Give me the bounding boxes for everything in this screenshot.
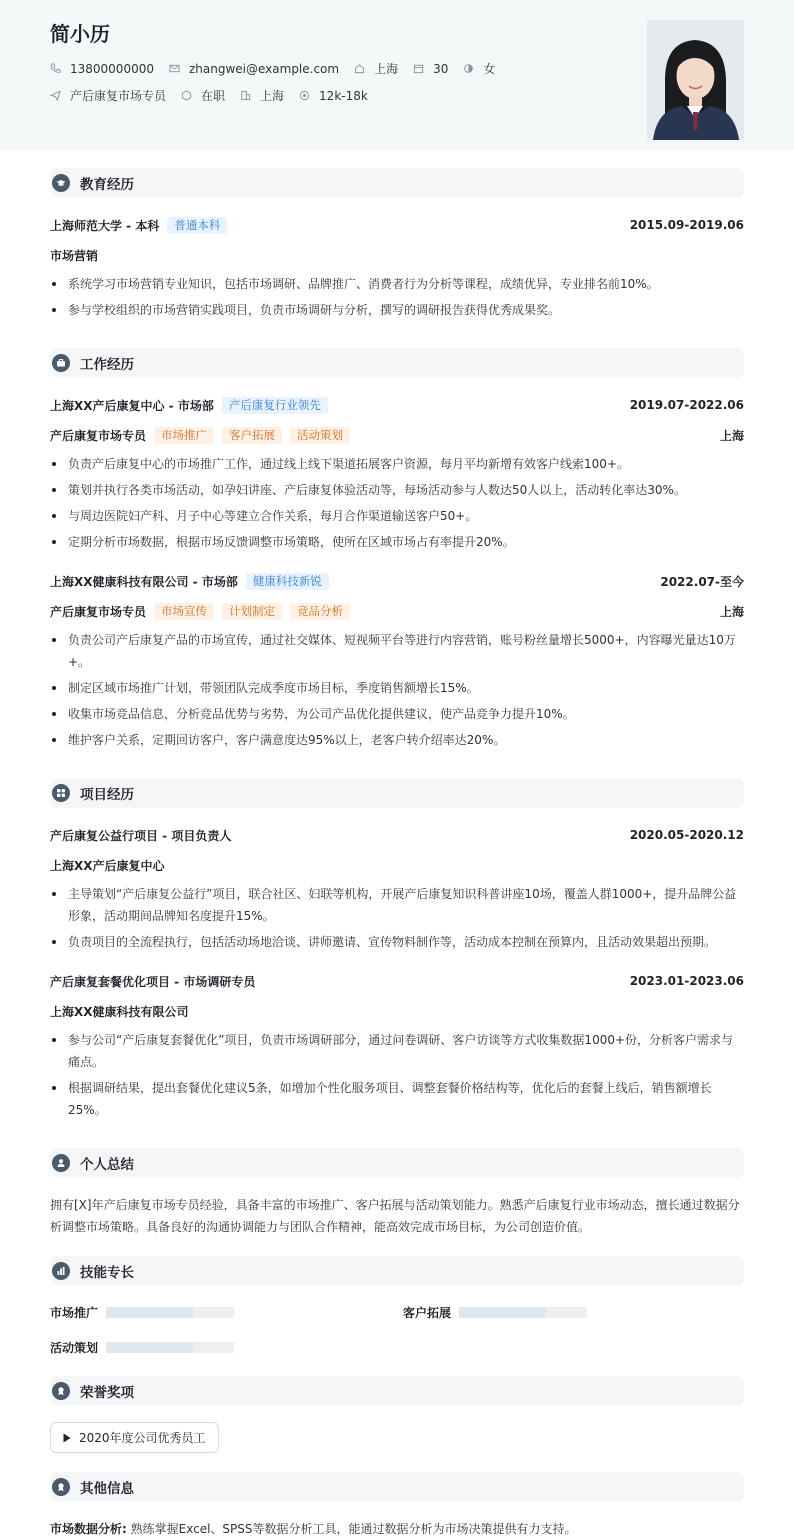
skill-bar <box>106 1342 234 1353</box>
list-item: 负责产后康复中心的市场推广工作，通过线上线下渠道拓展客户资源，每月平均新增有效客户线索100+。 <box>50 453 744 475</box>
skill-tag: 市场宣传 <box>154 603 214 620</box>
work-role-row <box>50 600 744 622</box>
email-item <box>169 62 339 76</box>
list-item: 参与公司“产后康复套餐优化”项目，负责市场调研部分，通过问卷调研、客户访谈等方式收集数据1000+份，分析客户需求与痛点。 <box>50 1029 744 1073</box>
phone-text: 13800000000 <box>70 61 154 76</box>
award-text: 2020年度公司优秀员工 <box>79 1431 206 1445</box>
info-icon <box>52 1478 70 1496</box>
school-tag: 普通本科 <box>167 217 227 234</box>
award-chip[interactable] <box>50 1422 219 1453</box>
gender-icon <box>463 63 474 74</box>
mail-icon <box>169 63 180 74</box>
grid-icon <box>52 784 70 802</box>
location-item <box>354 60 398 77</box>
list-item: 根据调研结果，提出套餐优化建议5条，如增加个性化服务项目、调整套餐价格结构等，优化后的套餐上线后，销售额增长25%。 <box>50 1077 744 1121</box>
briefcase-icon <box>52 354 70 372</box>
school-name: 上海师范大学 - 本科 <box>50 218 160 233</box>
project-org-row <box>50 1000 744 1022</box>
list-item: 与周边医院妇产科、月子中心等建立合作关系，每月合作渠道输送客户50+。 <box>50 505 744 527</box>
skill-label: 客户拓展 <box>403 1306 452 1320</box>
skill-tag: 竞品分析 <box>290 603 350 620</box>
project-org: 上海XX健康科技有限公司 <box>50 1004 189 1019</box>
skill-tag: 计划制定 <box>222 603 282 620</box>
bar-chart-icon <box>52 1262 70 1280</box>
phone-item <box>50 62 154 76</box>
location-text: 上海 <box>374 62 399 76</box>
section-honors <box>50 1376 744 1406</box>
work-city: 上海 <box>719 604 744 619</box>
company-name: 上海XX产后康复中心 - 市场部 <box>50 398 214 413</box>
job-intent-row <box>50 87 383 104</box>
send-icon <box>50 90 61 101</box>
project-title: 产后康复套餐优化项目 - 市场调研专员 <box>50 974 256 989</box>
skill-bar-fill <box>106 1307 193 1318</box>
section-projects <box>50 778 744 808</box>
list-item: 策划并执行各类市场活动，如孕妇讲座、产后康复体验活动等，每场活动参与人数达50人以上，活动转化率达30%。 <box>50 479 744 501</box>
list-item: 系统学习市场营销专业知识，包括市场调研、品牌推广、消费者行为分析等课程，成绩优异，专业排名前10%。 <box>50 273 744 295</box>
work-role-row <box>50 424 744 446</box>
list-item: 收集市场竞品信息，分析竞品优势与劣势，为公司产品优化提供建议，使产品竞争力提升10%。 <box>50 703 744 725</box>
list-item: 参与学校组织的市场营销实践项目，负责市场调研与分析，撰写的调研报告获得优秀成果奖。 <box>50 299 744 321</box>
project-title: 产后康复公益行项目 - 项目负责人 <box>50 828 232 843</box>
summary-text: 拥有[X]年产后康复市场专员经验，具备丰富的市场推广、客户拓展与活动策划能力。熟悉产后康复行业市场动态，擅长通过数据分析调整市场策略。具备良好的沟通协调能力与团队合作精神，能高效完成市场目标，为公司创造价值。 <box>50 1198 740 1234</box>
project-header <box>50 970 744 992</box>
education-date: 2015.09-2019.06 <box>629 218 744 232</box>
list-item: 定期分析市场数据，根据市场反馈调整市场策略，使所在区域市场占有率提升20%。 <box>50 531 744 553</box>
skill-bar-fill <box>106 1342 193 1353</box>
section-title: 荣誉奖项 <box>80 1385 134 1401</box>
skill-tag: 活动策划 <box>290 427 350 444</box>
home-icon <box>354 63 365 74</box>
major-name: 市场营销 <box>50 248 99 263</box>
list-item: 主导策划“产后康复公益行”项目，联合社区、妇联等机构，开展产后康复知识科普讲座10场，覆盖人群1000+，提升品牌公益形象，活动期间品牌知名度提升15%。 <box>50 883 744 927</box>
gender-item <box>463 60 495 77</box>
company-tag: 产后康复行业领先 <box>222 397 328 414</box>
building-icon <box>240 90 251 101</box>
other-label: 市场数据分析: <box>50 1522 127 1536</box>
work-date: 2022.07-至今 <box>660 574 744 589</box>
email-text: zhangwei@example.com <box>188 61 340 76</box>
project-date: 2023.01-2023.06 <box>629 974 744 988</box>
target-city-item <box>240 87 284 104</box>
section-title: 个人总结 <box>80 1157 134 1173</box>
section-title: 其他信息 <box>80 1481 134 1497</box>
money-icon <box>299 90 310 101</box>
section-summary <box>50 1148 744 1178</box>
company-tag: 健康科技新锐 <box>246 573 329 590</box>
skill-item <box>50 1339 234 1356</box>
age-item <box>413 62 448 76</box>
section-title: 工作经历 <box>80 357 134 373</box>
section-education <box>50 168 744 198</box>
contact-row <box>50 60 510 77</box>
graduation-cap-icon <box>52 174 70 192</box>
status-text: 在职 <box>201 89 226 103</box>
skill-bar <box>106 1307 234 1318</box>
skill-tag: 客户拓展 <box>222 427 282 444</box>
gender-text: 女 <box>483 62 496 76</box>
skill-bar <box>459 1307 587 1318</box>
status-item <box>181 87 225 104</box>
skill-item <box>50 1304 234 1321</box>
calendar-icon <box>413 63 424 74</box>
skill-item <box>403 1304 587 1321</box>
resume-header <box>0 0 794 150</box>
salary-text: 12k-18k <box>319 88 368 103</box>
education-header <box>50 214 744 236</box>
skill-label: 活动策划 <box>50 1341 99 1355</box>
role-name: 产后康复市场专员 <box>50 428 147 443</box>
other-text: 熟练掌握Excel、SPSS等数据分析工具，能通过数据分析为市场决策提供有力支持。 <box>130 1522 577 1536</box>
profile-photo <box>647 20 744 140</box>
company-name: 上海XX健康科技有限公司 - 市场部 <box>50 574 238 589</box>
job-target-text: 产后康复市场专员 <box>70 89 167 103</box>
other-info <box>50 1518 744 1540</box>
skill-tag: 市场推广 <box>154 427 214 444</box>
work-date: 2019.07-2022.06 <box>629 398 744 412</box>
section-other <box>50 1472 744 1502</box>
skill-bar-fill <box>459 1307 546 1318</box>
section-title: 教育经历 <box>80 177 134 193</box>
list-item: 负责公司产后康复产品的市场宣传，通过社交媒体、短视频平台等进行内容营销，账号粉丝量增长5000+，内容曝光量达10万+。 <box>50 629 744 673</box>
work-company-row <box>50 570 744 592</box>
award-icon <box>52 1382 70 1400</box>
project-org: 上海XX产后康复中心 <box>50 858 165 873</box>
phone-icon <box>50 63 61 74</box>
salary-item <box>299 89 368 103</box>
section-title: 技能专长 <box>80 1265 134 1281</box>
work-company-row <box>50 394 744 416</box>
role-name: 产后康复市场专员 <box>50 604 147 619</box>
status-icon <box>181 90 192 101</box>
project-date: 2020.05-2020.12 <box>629 828 744 842</box>
major-row <box>50 244 744 266</box>
list-item: 负责项目的全流程执行，包括活动场地洽谈、讲师邀请、宣传物料制作等，活动成本控制在预算内，且活动效果超出预期。 <box>50 931 744 953</box>
job-target-item <box>50 87 166 104</box>
project-org-row <box>50 854 744 876</box>
work-city: 上海 <box>719 428 744 443</box>
section-skills <box>50 1256 744 1286</box>
play-triangle-icon <box>63 1433 71 1443</box>
user-icon <box>52 1154 70 1172</box>
list-item: 制定区域市场推广计划，带领团队完成季度市场目标，季度销售额增长15%。 <box>50 677 744 699</box>
candidate-name: 简小历 <box>50 22 110 46</box>
target-city-text: 上海 <box>260 89 285 103</box>
section-title: 项目经历 <box>80 787 134 803</box>
skill-label: 市场推广 <box>50 1306 99 1320</box>
list-item: 维护客户关系，定期回访客户，客户满意度达95%以上，老客户转介绍率达20%。 <box>50 729 744 751</box>
project-header <box>50 824 744 846</box>
age-text: 30 <box>433 61 449 76</box>
section-work <box>50 348 744 378</box>
